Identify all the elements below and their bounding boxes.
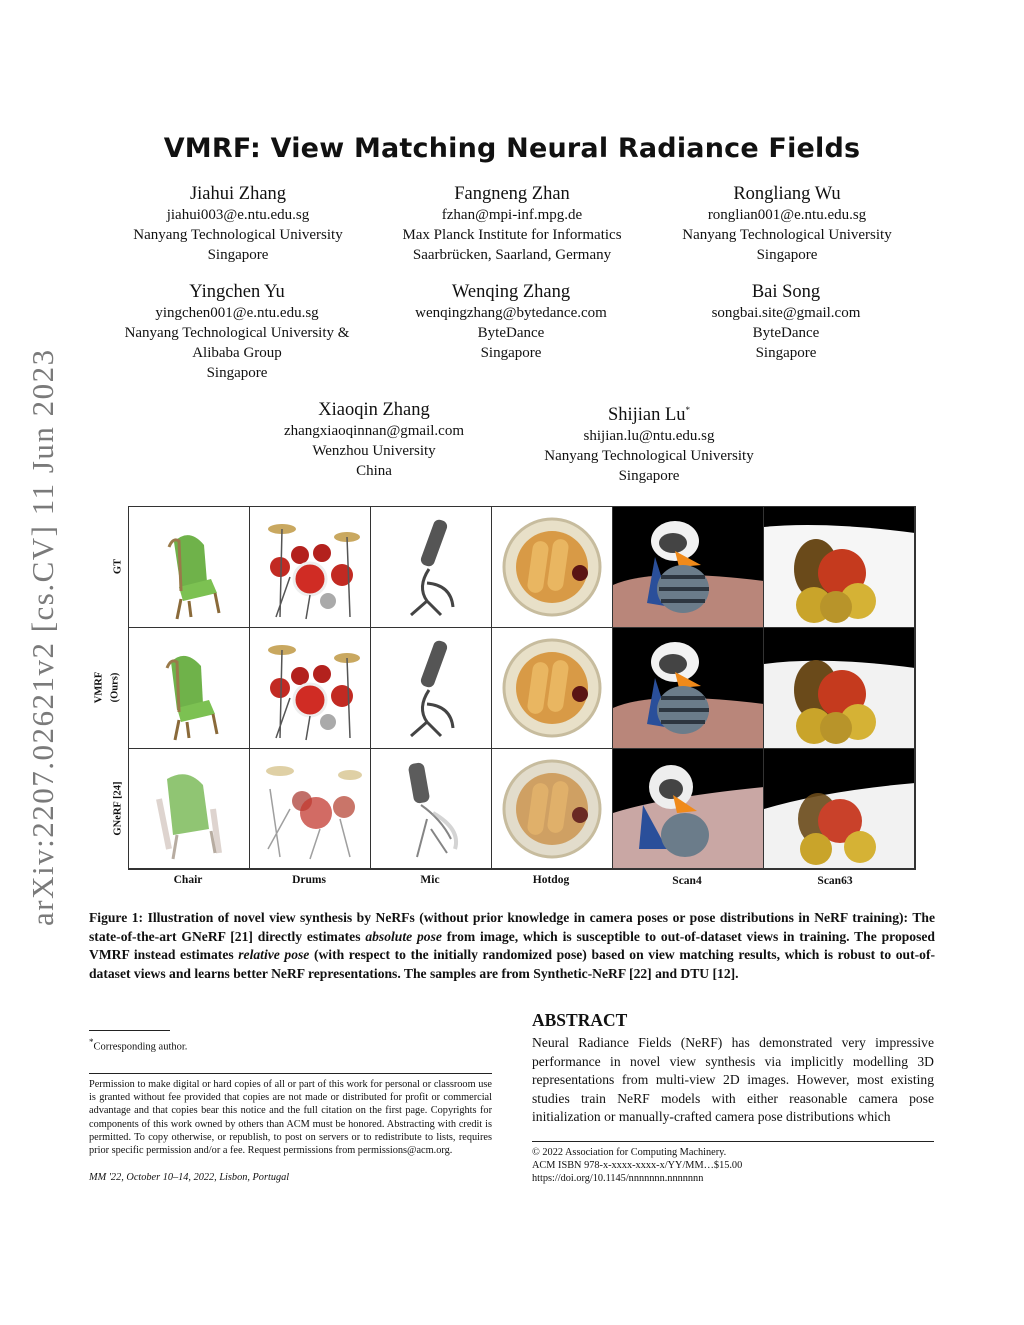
author-block [361, 281, 661, 363]
author-block [88, 183, 388, 265]
gt-scan63-image [764, 507, 915, 628]
gt-scan4-image [613, 507, 764, 628]
column-label-scan4: Scan4 [672, 875, 702, 887]
row-label-gnerf: GNeRF [24] [112, 781, 124, 836]
gt-mic-image [371, 507, 492, 628]
author-block [362, 183, 662, 265]
author-name: Xiaoqin Zhang [318, 400, 430, 420]
gnerf-drums-image [250, 749, 371, 869]
vmrf-scan63-image [764, 628, 915, 749]
author-email[interactable]: songbai.site@gmail.com [711, 305, 861, 321]
caption-text: (with respect to the initially randomized pose) based on view matching results, which is robust to out-of-dataset views and learns better NeRF representations. The samples are from Synthetic-NeRF [22] and DTU [12]. [89, 947, 935, 981]
author-location: Singapore [756, 247, 818, 263]
copyright-rule [532, 1141, 934, 1142]
author-affiliation: Nanyang Technological University & [124, 325, 350, 341]
permission-rule [89, 1073, 492, 1074]
conference-info: MM '22, October 10–14, 2022, Lisbon, Portugal [89, 1172, 290, 1183]
gnerf-scan63-image [764, 749, 915, 869]
author-name-text: Shijian Lu [607, 405, 686, 426]
author-affiliation: Wenzhou University [312, 443, 436, 459]
author-affiliation: ByteDance [477, 325, 545, 341]
row-label-vmrf: VMRF [93, 671, 105, 704]
author-location: Singapore [618, 468, 680, 485]
copyright-line: © 2022 Association for Computing Machinery. [532, 1147, 727, 1158]
vmrf-scan4-image [613, 628, 764, 749]
author-block [87, 281, 387, 383]
author-email[interactable]: shijian.lu@ntu.edu.sg [583, 428, 715, 445]
corresponding-mark: * [685, 405, 691, 415]
isbn-line: ACM ISBN 978-x-xxxx-xxxx-x/YY/MM…$15.00 [532, 1160, 743, 1172]
author-block [224, 399, 524, 481]
author-location: Singapore [480, 345, 542, 361]
author-email[interactable]: wenqingzhang@bytedance.com [415, 305, 607, 321]
vmrf-mic-image [371, 628, 492, 749]
footnote-text: Corresponding author. [93, 1041, 188, 1053]
author-affiliation: Nanyang Technological University [682, 227, 892, 243]
author-email[interactable]: yingchen001@e.ntu.edu.sg [155, 305, 319, 321]
vmrf-drums-image [250, 628, 371, 749]
author-affiliation: Nanyang Technological University [544, 448, 754, 465]
copyright-block [532, 1146, 742, 1186]
row-label-ours: (Ours) [109, 672, 121, 703]
author-email[interactable]: ronglian001@e.ntu.edu.sg [707, 207, 867, 223]
column-label-mic: Mic [420, 874, 440, 886]
abstract-heading: ABSTRACT [532, 1010, 628, 1030]
author-name: Yingchen Yu [189, 282, 285, 302]
author-name: Wenqing Zhang [451, 282, 571, 302]
caption-emphasis: absolute pose [365, 928, 442, 944]
figure-1-image-grid [128, 506, 916, 870]
gnerf-chair-image [129, 749, 250, 869]
gt-drums-image [250, 507, 371, 628]
author-name: Bai Song [751, 282, 821, 302]
gt-hotdog-image [492, 507, 613, 628]
gnerf-mic-image [371, 749, 492, 869]
author-block [636, 281, 936, 363]
caption-text: from image, which is susceptible to out-of-dataset views in training. The proposed VMRF instead estimates [89, 928, 935, 962]
column-label-scan63: Scan63 [817, 875, 853, 887]
paper-title: VMRF: View Matching Neural Radiance Fields [163, 133, 861, 164]
author-block [637, 183, 937, 265]
author-name: Fangneng Zhan [454, 184, 570, 204]
vmrf-hotdog-image [492, 628, 613, 749]
arxiv-stamp: arXiv:2207.02621v2 [cs.CV] 11 Jun 2023 [25, 348, 60, 926]
figure-caption [89, 909, 935, 983]
abstract-text: Neural Radiance Fields (NeRF) has demonstrated very impressive performance in novel view synthesis via implicitly modelling 3D representations from multi-view 2D images. However, most existing studies train NeRF models with either reasonable camera pose initialization or manually-crafted camera pose distributions which [532, 1035, 934, 1124]
caption-emphasis: relative pose [238, 947, 310, 962]
author-affiliation: Max Planck Institute for Informatics [402, 227, 622, 243]
footnote [89, 1037, 187, 1053]
gt-chair-image [129, 507, 250, 628]
author-block [499, 399, 799, 486]
author-affiliation: ByteDance [752, 325, 820, 341]
caption-text: Figure 1: Illustration of novel view synthesis by NeRFs (without prior knowledge in camera poses or pose distributions in NeRF training): The state-of-the-art GNeRF [21] directly estimates [89, 910, 935, 944]
author-name: Rongliang Wu [733, 184, 841, 204]
doi-link[interactable]: https://doi.org/10.1145/nnnnnnn.nnnnnnn [532, 1173, 704, 1185]
permission-notice: Permission to make digital or hard copies of all or part of this work for personal or classroom use is granted without fee provided that copies are not made or distributed for profit or commercial advantage and that copies bear this notice and the full citation on the first page. Copyrights for components of this work owned by others than ACM must be honored. Abstracting with credit is permitted. To copy otherwise, or republish, to post on servers or to redistribute to lists, requires prior specific permission and/or a fee. Request permissions from permissions@acm.org. [89, 1079, 492, 1157]
author-affiliation: Alibaba Group [192, 345, 282, 361]
author-location: Saarbrücken, Saarland, Germany [412, 247, 612, 263]
author-email[interactable]: fzhan@mpi-inf.mpg.de [441, 207, 583, 223]
row-label-gt: GT [112, 558, 124, 575]
gnerf-hotdog-image [492, 749, 613, 869]
author-name: Jiahui Zhang [189, 184, 287, 204]
author-location: China [356, 463, 392, 479]
author-location: Singapore [207, 247, 269, 263]
author-email[interactable]: zhangxiaoqinnan@gmail.com [283, 423, 464, 439]
gnerf-scan4-image [613, 749, 764, 869]
author-email[interactable]: jiahui003@e.ntu.edu.sg [166, 207, 310, 223]
column-label-drums: Drums [292, 874, 326, 886]
author-location: Singapore [755, 345, 817, 361]
footnote-rule [89, 1030, 170, 1031]
author-name [499, 399, 799, 426]
footnote-mark: * [89, 1037, 94, 1047]
vmrf-chair-image [129, 628, 250, 749]
author-location: Singapore [206, 365, 268, 381]
column-label-hotdog: Hotdog [532, 874, 570, 886]
column-label-chair: Chair [173, 874, 203, 886]
author-affiliation: Nanyang Technological University [133, 227, 343, 243]
